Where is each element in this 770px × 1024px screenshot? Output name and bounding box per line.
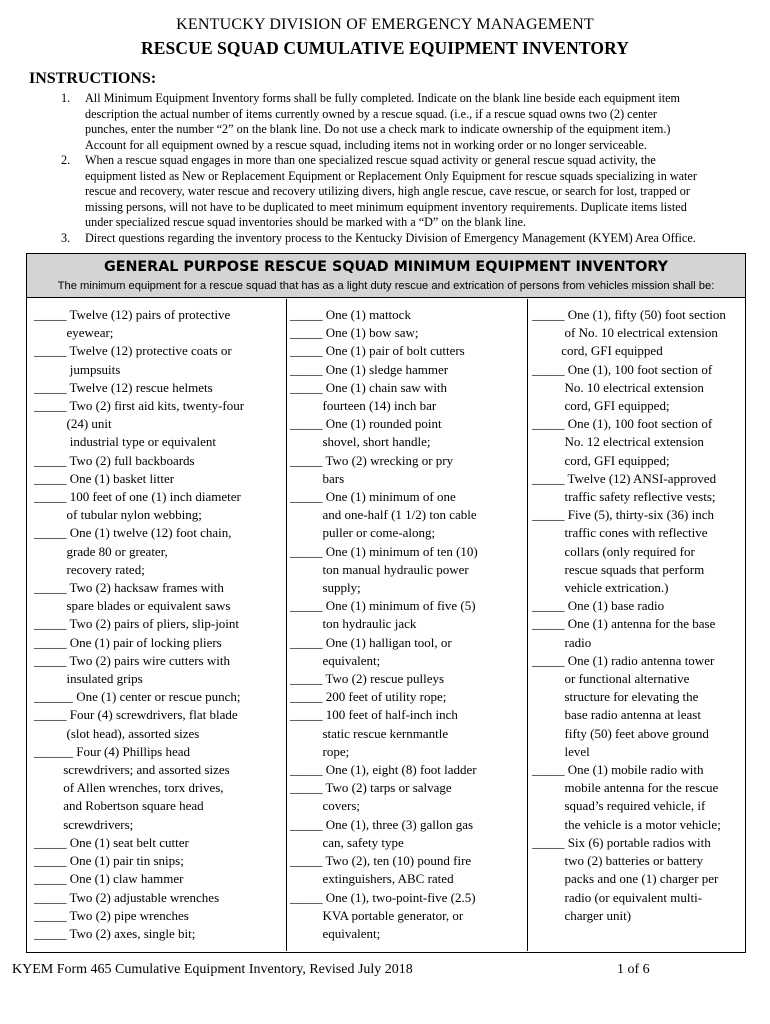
inventory-line: _____ Two (2) rescue pulleys bbox=[290, 671, 445, 687]
inventory-line: _____ Two (2) hacksaw frames with bbox=[34, 580, 224, 596]
inventory-line: cord, GFI equipped; bbox=[532, 452, 670, 468]
inventory-line: _____ Twelve (12) ANSI-approved bbox=[532, 470, 717, 486]
inventory-line: _____ Five (5), thirty-six (36) inch bbox=[532, 507, 714, 523]
inventory-line: _____ Twelve (12) pairs of protective bbox=[34, 307, 231, 322]
inventory-line: _____ Two (2) pairs wire cutters with bbox=[34, 652, 230, 668]
inventory-line: traffic safety reflective vests; bbox=[532, 489, 716, 505]
instruction-item bbox=[45, 91, 750, 153]
inventory-line: (slot head), assorted sizes bbox=[34, 725, 200, 741]
instruction-line: punches, enter the number “2” on the blank line. Do not use a check mark to indicate ownership of the equipment item.) bbox=[85, 122, 671, 136]
inventory-line: two (2) batteries or battery bbox=[532, 853, 704, 869]
inventory-line: the vehicle is a motor vehicle; bbox=[532, 816, 721, 832]
inventory-line: structure for elevating the bbox=[532, 689, 699, 705]
inventory-line: spare blades or equivalent saws bbox=[34, 598, 231, 614]
inventory-line: cord, GFI equipped bbox=[532, 343, 663, 359]
inventory-line: _____ One (1) pair tin snips; bbox=[34, 853, 184, 869]
inventory-line: rescue squads that perform bbox=[532, 561, 705, 577]
footer-form-id: KYEM Form 465 Cumulative Equipment Inventory, Revised July 2018 bbox=[12, 962, 413, 977]
instruction-line: description the actual number of items currently owned by a rescue squad. (i.e., if a rescue squad owns two (2) center bbox=[85, 106, 657, 121]
inventory-line: KVA portable generator, or bbox=[290, 907, 464, 923]
inventory-line: _____ Two (2) first aid kits, twenty-four bbox=[34, 398, 245, 414]
inventory-line: _____ One (1) minimum of one bbox=[290, 489, 456, 505]
inventory-line: industrial type or equivalent bbox=[34, 434, 216, 450]
inventory-line: _____ Twelve (12) protective coats or bbox=[34, 343, 232, 359]
inventory-line: shovel, short handle; bbox=[290, 434, 431, 450]
instruction-line: equipment listed as New or Replacement Equipment or Replacement Only Equipment for rescue squads specializing in water bbox=[85, 168, 697, 183]
inventory-line: of tubular nylon webbing; bbox=[34, 507, 202, 523]
inventory-line: extinguishers, ABC rated bbox=[290, 871, 454, 887]
instruction-line: Account for all equipment owned by a rescue squad, including items not in working order or no longer serviceable. bbox=[85, 137, 647, 152]
inventory-line: eyewear; bbox=[34, 325, 114, 341]
inventory-line: level bbox=[532, 743, 590, 759]
inventory-column-2 bbox=[286, 299, 525, 951]
inventory-line: _____ One (1), three (3) gallon gas bbox=[290, 816, 474, 832]
inventory-line: _____ Two (2), ten (10) pound fire bbox=[290, 853, 472, 869]
inventory-line: of Allen wrenches, torx drives, bbox=[34, 780, 224, 796]
inventory-line: No. 12 electrical extension bbox=[532, 434, 704, 450]
inventory-line: of No. 10 electrical extension bbox=[532, 325, 718, 341]
inventory-line: supply; bbox=[290, 580, 361, 596]
inventory-line: static rescue kernmantle bbox=[290, 725, 449, 741]
instruction-line: All Minimum Equipment Inventory forms shall be fully completed. Indicate on the blank line beside each equipment item bbox=[85, 91, 681, 105]
inventory-line: _____ One (1), fifty (50) foot section bbox=[532, 307, 726, 322]
inventory-line: jumpsuits bbox=[34, 361, 121, 377]
form-title: RESCUE SQUAD CUMULATIVE EQUIPMENT INVENTORY bbox=[141, 38, 629, 58]
inventory-line: mobile antenna for the rescue bbox=[532, 780, 719, 796]
instruction-item bbox=[45, 153, 750, 231]
inventory-line: equivalent; bbox=[290, 925, 381, 941]
inventory-line: rope; bbox=[290, 743, 350, 759]
inventory-line: (24) unit bbox=[34, 416, 112, 432]
inventory-line: No. 10 electrical extension bbox=[532, 379, 704, 395]
inventory-line: _____ One (1), 100 foot section of bbox=[532, 361, 713, 377]
inventory-line: covers; bbox=[290, 798, 361, 814]
inventory-line: traffic cones with reflective bbox=[532, 525, 708, 541]
inventory-line: fourteen (14) inch bar bbox=[290, 398, 437, 414]
instruction-line: missing persons, will not have to be duplicated to meet minimum equipment inventory requirements. Duplicate items listed bbox=[85, 199, 687, 214]
instruction-item bbox=[45, 231, 750, 247]
instruction-line: When a rescue squad engages in more than one specialized rescue squad activity or general rescue squad activity, the bbox=[85, 153, 656, 167]
inventory-subtitle: The minimum equipment for a rescue squad that has as a light duty rescue and extrication of persons from vehicles mission shall be: bbox=[57, 280, 715, 292]
inventory-line: base radio antenna at least bbox=[532, 707, 701, 723]
instructions-title: INSTRUCTIONS: bbox=[29, 70, 157, 87]
inventory-line: _____ One (1), eight (8) foot ladder bbox=[290, 762, 477, 778]
inventory-line: _____ Two (2) pipe wrenches bbox=[34, 907, 189, 923]
inventory-line: ton manual hydraulic power bbox=[290, 561, 469, 577]
instruction-line: Direct questions regarding the inventory process to the Kentucky Division of Emergency Management (KYEM) Area Office. bbox=[85, 230, 696, 245]
inventory-line: _____ One (1), 100 foot section of bbox=[532, 416, 713, 432]
inventory-line: _____ Two (2) pairs of pliers, slip-joint bbox=[34, 616, 240, 632]
inventory-line: _____ One (1) antenna for the base bbox=[532, 616, 716, 632]
inventory-line: _____ One (1) basket litter bbox=[34, 470, 175, 486]
instruction-number: 2. bbox=[61, 153, 71, 167]
inventory-column-3 bbox=[527, 299, 743, 951]
instructions-list bbox=[45, 91, 750, 246]
inventory-line: _____ One (1) seat belt cutter bbox=[34, 834, 189, 850]
inventory-line: recovery rated; bbox=[34, 561, 145, 577]
inventory-line: _____ One (1) rounded point bbox=[290, 416, 442, 432]
inventory-line: _____ Two (2) adjustable wrenches bbox=[34, 889, 220, 905]
inventory-line: _____ 100 feet of one (1) inch diameter bbox=[34, 489, 241, 505]
instruction-number: 3. bbox=[61, 230, 71, 245]
inventory-title: GENERAL PURPOSE RESCUE SQUAD MINIMUM EQUIPMENT INVENTORY bbox=[103, 259, 669, 275]
inventory-box bbox=[26, 253, 746, 953]
instruction-line: rescue and recovery, water rescue and recovery utilizing divers, high angle rescue, cave rescue, or search for lost, trapped or bbox=[85, 184, 690, 198]
inventory-line: equivalent; bbox=[290, 652, 381, 668]
inventory-line: vehicle extrication.) bbox=[532, 580, 669, 596]
inventory-line: ______ Four (4) Phillips head bbox=[34, 743, 190, 759]
inventory-line: _____ One (1) mobile radio with bbox=[532, 762, 704, 778]
inventory-line: _____ One (1) minimum of five (5) bbox=[290, 598, 476, 614]
instruction-number: 1. bbox=[61, 91, 71, 105]
inventory-line: _____ Four (4) screwdrivers, flat blade bbox=[34, 707, 238, 723]
inventory-line: charger unit) bbox=[532, 907, 632, 923]
inventory-line: _____ Twelve (12) rescue helmets bbox=[34, 379, 213, 395]
inventory-line: can, safety type bbox=[290, 834, 404, 850]
inventory-line: or functional alternative bbox=[532, 671, 690, 687]
inventory-line: _____ One (1) pair of locking pliers bbox=[34, 634, 222, 650]
instruction-line: under specialized rescue squad inventories should be marked with a “D” on the blank line. bbox=[85, 215, 526, 229]
inventory-line: insulated grips bbox=[34, 671, 143, 687]
inventory-line: _____ Two (2) tarps or salvage bbox=[290, 780, 452, 796]
inventory-line: grade 80 or greater, bbox=[34, 543, 168, 559]
inventory-line: _____ One (1) bow saw; bbox=[290, 325, 419, 341]
inventory-line: radio bbox=[532, 634, 592, 650]
inventory-line: _____ 200 feet of utility rope; bbox=[290, 689, 447, 705]
inventory-line: and Robertson square head bbox=[34, 798, 204, 814]
inventory-line: _____ One (1) claw hammer bbox=[34, 871, 184, 887]
inventory-header bbox=[27, 254, 745, 298]
inventory-line: _____ Six (6) portable radios with bbox=[532, 834, 711, 850]
inventory-line: _____ One (1) halligan tool, or bbox=[290, 634, 452, 650]
inventory-line: _____ One (1) chain saw with bbox=[290, 379, 448, 395]
inventory-line: fifty (50) feet above ground bbox=[532, 725, 709, 741]
inventory-line: _____ One (1) radio antenna tower bbox=[532, 652, 715, 668]
agency-header: KENTUCKY DIVISION OF EMERGENCY MANAGEMENT bbox=[176, 16, 594, 33]
inventory-line: _____ One (1) pair of bolt cutters bbox=[290, 343, 465, 359]
inventory-line: _____ One (1) sledge hammer bbox=[290, 361, 449, 377]
inventory-line: _____ One (1) minimum of ten (10) bbox=[290, 543, 478, 559]
inventory-line: _____ One (1) twelve (12) foot chain, bbox=[34, 525, 232, 541]
footer-page-number: 1 of 6 bbox=[617, 962, 650, 977]
inventory-line: and one-half (1 1/2) ton cable bbox=[290, 507, 477, 523]
inventory-line: screwdrivers; and assorted sizes bbox=[34, 762, 230, 778]
inventory-line: _____ One (1) base radio bbox=[532, 598, 665, 614]
inventory-line: _____ 100 feet of half-inch inch bbox=[290, 707, 458, 723]
inventory-line: _____ Two (2) full backboards bbox=[34, 452, 195, 468]
inventory-line: collars (only required for bbox=[532, 543, 695, 559]
inventory-line: _____ One (1) mattock bbox=[290, 307, 411, 322]
inventory-line: packs and one (1) charger per bbox=[532, 871, 719, 887]
inventory-line: _____ Two (2) wrecking or pry bbox=[290, 452, 454, 468]
inventory-line: puller or come-along; bbox=[290, 525, 436, 541]
inventory-line: screwdrivers; bbox=[34, 816, 134, 832]
inventory-column-1 bbox=[34, 306, 282, 943]
inventory-line: bars bbox=[290, 470, 345, 486]
inventory-line: radio (or equivalent multi- bbox=[532, 889, 703, 905]
inventory-line: cord, GFI equipped; bbox=[532, 398, 670, 414]
inventory-line: ton hydraulic jack bbox=[290, 616, 417, 632]
inventory-line: ______ One (1) center or rescue punch; bbox=[34, 689, 241, 705]
inventory-line: _____ One (1), two-point-five (2.5) bbox=[290, 889, 476, 905]
inventory-line: _____ Two (2) axes, single bit; bbox=[34, 925, 196, 941]
inventory-line: squad’s required vehicle, if bbox=[532, 798, 706, 814]
